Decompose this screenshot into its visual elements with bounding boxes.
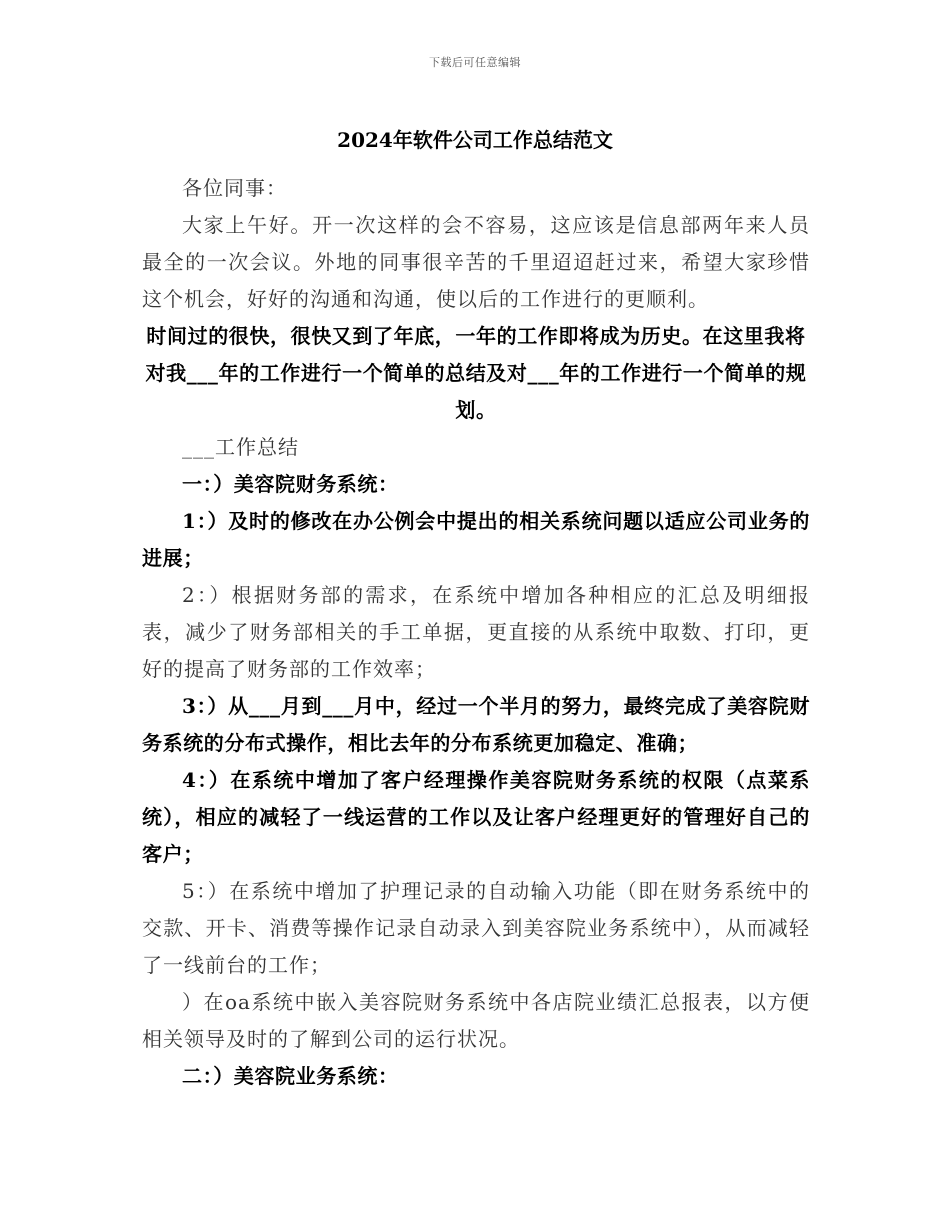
paragraph-intro: 大家上午好。开一次这样的会不容易，这应该是信息部两年来人员最全的一次会议。外地的同事很辛苦的千里迢迢赶过来，希望大家珍惜这个机会，好好的沟通和沟通，使以后的工作进行的更顺利。 [142, 213, 810, 311]
greeting: 各位同事： [182, 176, 287, 200]
section-heading-work-summary: ___工作总结 [182, 435, 299, 459]
list-item-6: ）在oa系统中嵌入美容院财务系统中各店院业绩汇总报表，以方便相关领导及时的了解到公司的运行状况。 [142, 990, 810, 1051]
list-item-4: 4：）在系统中增加了客户经理操作美容院财务系统的权限（点菜系统），相应的减轻了一线运营的工作以及让客户经理更好的管理好自己的客户； [142, 768, 810, 866]
section-heading-finance-system: 一：）美容院财务系统： [182, 472, 399, 496]
document-body [142, 170, 810, 1095]
section-heading-business-system: 二：）美容院业务系统： [182, 1064, 399, 1088]
page-header: 下载后可任意编辑 [429, 56, 521, 69]
paragraph-summary-intro: 时间过的很快，很快又到了年底，一年的工作即将成为历史。在这里我将对我___年的工作进行一个简单的总结及对___年的工作进行一个简单的规划。 [145, 324, 807, 422]
document-title: 2024年软件公司工作总结范文 [337, 128, 613, 152]
list-item-1: 1：）及时的修改在办公例会中提出的相关系统问题以适应公司业务的进展； [142, 509, 810, 570]
list-item-5: 5：）在系统中增加了护理记录的自动输入功能（即在财务系统中的交款、开卡、消费等操作记录自动录入到美容院业务系统中），从而减轻了一线前台的工作； [142, 879, 810, 977]
list-item-3: 3：）从___月到___月中，经过一个半月的努力，最终完成了美容院财务系统的分布式操作，相比去年的分布系统更加稳定、准确； [142, 694, 810, 755]
list-item-2: 2：）根据财务部的需求，在系统中增加各种相应的汇总及明细报表，减少了财务部相关的手工单据，更直接的从系统中取数、打印，更好的提高了财务部的工作效率； [142, 583, 810, 681]
